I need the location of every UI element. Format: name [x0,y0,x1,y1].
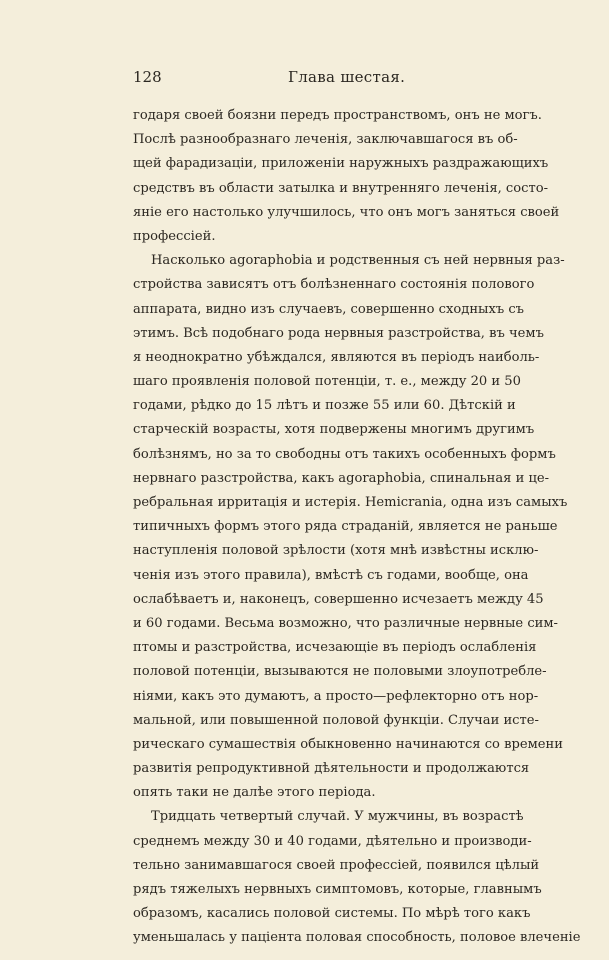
text-line: Послѣ разнообразнаго леченія, заключавшагося въ об- [133,132,518,148]
text-line: Насколько agoraphobia и родственныя съ ней нервныя раз- [151,253,565,269]
text-line: ослабѣваетъ и, наконецъ, совершенно исчезаетъ между 45 [133,591,544,607]
text-line: типичныхъ формъ этого ряда страданій, является не раньше [133,519,558,535]
text-line: Тридцать четвертый случай. У мужчины, въ возрастѣ [151,809,524,825]
text-line: годаря своей боязни передъ пространствомъ, онъ не могъ. [133,108,542,123]
text-line: я неоднократно убѣждался, являются въ періодъ наиболь- [133,349,540,365]
text-line: стройства зависятъ отъ болѣзненнаго состоянія полового [133,277,535,293]
text-line: образомъ, касались половой системы. По мѣрѣ того какъ [133,906,531,922]
text-line: шаго проявленія половой потенціи, т. е., между 20 и 50 [133,374,521,390]
text-line: этимъ. Всѣ подобнаго рода нервныя разстройства, въ чемъ [133,325,544,341]
text-line: профессіей. [133,228,216,244]
text-line: ченія изъ этого правила), вмѣстѣ съ годами, вообще, она [133,567,529,583]
text-line: нервнаго разстройства, какъ agoraphobia, спинальная и це- [133,470,550,486]
text-line: старческій возрасты, хотя подвержены многимъ другимъ [133,422,535,438]
body-text [133,104,581,951]
text-line: среднемъ между 30 и 40 годами, дѣятельно и производи- [133,833,532,849]
text-line: яніе его настолько улучшилось, что онъ могъ заняться своей [133,204,560,220]
text-line: болѣзнямъ, но за то свободны отъ такихъ особенныхъ формъ [133,446,556,462]
text-line: наступленія половой зрѣлости (хотя мнѣ извѣстны исклю- [133,543,539,559]
text-line: щей фарадизаціи, приложеніи наружныхъ раздражающихъ [133,156,549,172]
text-line: птомы и разстройства, исчезающіе въ періодъ ослабленія [133,640,537,656]
text-line: рядъ тяжелыхъ нервныхъ симптомовъ, которые, главнымъ [133,882,542,897]
page-header [133,68,480,92]
text-line: уменьшалась у паціента половая способность, половое влеченіе [133,930,581,946]
running-title: Глава шестая. [288,68,406,86]
text-line: опять таки не далѣе этого періода. [133,785,376,801]
text-line: средствъ въ области затылка и внутренняго леченія, состо- [133,180,549,196]
text-line: и 60 годами. Весьма возможно, что различные нервные сим- [133,615,558,631]
text-line: годами, рѣдко до 15 лѣтъ и позже 55 или 60. Дѣтскій и [133,398,516,414]
text-line: развитія репродуктивной дѣятельности и продолжаются [133,761,530,777]
text-line: рическаго сумашествія обыкновенно начинаются со времени [133,736,563,752]
text-line: мальной, или повышенной половой функціи. Случаи исте- [133,712,539,728]
text-line: ніями, какъ это думаютъ, а просто—рефлекторно отъ нор- [133,688,539,704]
text-line: аппарата, видно изъ случаевъ, совершенно сходныхъ съ [133,301,525,317]
text-line: ребральная ирритація и истерія. Hemicrania, одна изъ самыхъ [133,495,568,510]
text-line: половой потенціи, вызываются не половыми злоупотребле- [133,664,547,680]
text-line: тельно занимавшагося своей профессіей, появился цѣлый [133,857,540,873]
page-number: 128 [133,68,162,86]
